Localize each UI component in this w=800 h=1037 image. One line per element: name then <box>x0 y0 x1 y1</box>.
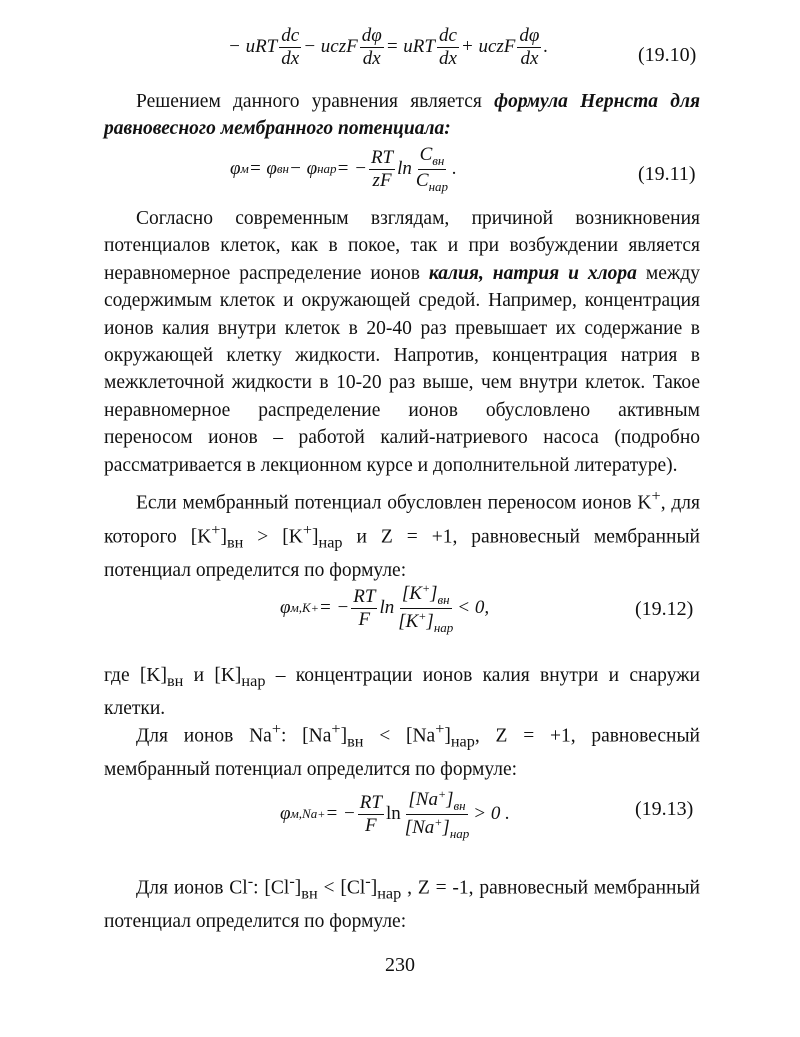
denominator: dx <box>438 47 457 69</box>
denominator: zF <box>372 169 392 191</box>
fraction <box>360 26 384 69</box>
subscript: вн <box>166 671 184 690</box>
symbol: ] <box>442 816 450 838</box>
page-number: 230 <box>385 954 415 976</box>
symbol: [Na <box>404 816 435 838</box>
denominator: dx <box>281 47 300 69</box>
superscript: + <box>317 806 326 821</box>
eq-symbol: φ <box>230 158 241 180</box>
text: ] <box>370 877 378 899</box>
subscript: нар <box>428 178 449 194</box>
ln-operator: ln <box>379 597 395 619</box>
text: ] <box>340 725 348 747</box>
superscript: + <box>418 608 427 623</box>
numerator: RT <box>370 146 394 168</box>
subscript: вн <box>276 161 289 177</box>
text: : [Na <box>281 725 332 747</box>
fraction <box>358 793 384 836</box>
equation-number: (19.13) <box>635 798 694 820</box>
denominator <box>414 170 450 194</box>
numerator: dc <box>281 25 300 46</box>
denominator <box>396 609 455 635</box>
subscript: вн <box>226 533 244 552</box>
subscript: нар <box>318 533 343 552</box>
eq-term: = − <box>318 597 350 619</box>
symbol: ] <box>426 610 434 632</box>
text: ] <box>312 526 319 548</box>
fraction <box>369 148 395 191</box>
text: – концентрации ионов калия внутри и снаружи клетки. <box>104 665 700 720</box>
paragraph-sodium <box>104 716 700 783</box>
eq-term: . <box>543 36 549 58</box>
subscript: нар <box>317 161 337 177</box>
eq-symbol: φ <box>280 597 291 619</box>
denominator: F <box>358 608 371 630</box>
equation-number: (19.10) <box>638 44 697 66</box>
subscript: нар <box>449 825 470 841</box>
text: Для ионов Cl <box>136 877 248 899</box>
text: где [K] <box>104 665 167 686</box>
text: : [Cl <box>253 877 290 899</box>
superscript: + <box>331 720 341 738</box>
subscript: вн <box>347 732 364 751</box>
ln-operator: ln <box>385 803 401 825</box>
superscript: + <box>302 520 313 539</box>
paragraph-modern-views <box>104 205 700 479</box>
subscript: м,Na <box>290 806 318 822</box>
fraction <box>396 582 455 634</box>
fraction <box>351 587 377 630</box>
denominator: dx <box>362 47 381 69</box>
superscript: + <box>421 581 431 595</box>
paragraph-potassium <box>104 483 700 584</box>
eq-term: . <box>452 158 457 180</box>
text: Если мембранный потенциал обусловлен переносом ионов K <box>136 492 652 514</box>
fraction <box>517 26 541 69</box>
text: ] <box>294 877 302 899</box>
denominator <box>403 815 472 841</box>
fraction <box>279 26 301 69</box>
paragraph-where <box>104 662 700 723</box>
denominator: dx <box>520 47 539 69</box>
eq-symbol: φ <box>280 803 291 825</box>
paragraph-nernst <box>104 88 700 143</box>
subscript: м <box>240 161 249 177</box>
eq-term: = − <box>325 803 356 825</box>
subscript: м,K <box>290 600 311 616</box>
superscript: + <box>435 720 445 738</box>
superscript: - <box>247 872 254 890</box>
superscript: + <box>211 520 221 539</box>
subscript: вн <box>437 592 450 607</box>
numerator: dφ <box>361 25 382 46</box>
superscript: - <box>289 872 295 890</box>
text: , Z = -1, равновесный мембранный потенциал определится по формуле: <box>104 877 700 932</box>
superscript: + <box>437 787 447 801</box>
denominator: F <box>365 814 377 836</box>
superscript: + <box>271 720 281 738</box>
numerator: RT <box>359 791 382 813</box>
subscript: нар <box>377 884 402 903</box>
equation-19-11 <box>100 145 720 201</box>
fraction <box>414 145 450 193</box>
eq-term: = − <box>336 158 367 180</box>
text: < [Cl <box>317 877 366 899</box>
eq-term: − φ <box>289 158 318 180</box>
eq-term: = uRT <box>385 36 435 58</box>
symbol: C <box>415 169 429 191</box>
ln-operator: ln <box>397 158 412 180</box>
superscript: + <box>310 600 319 615</box>
text: Для ионов Na <box>136 725 272 747</box>
emphasis-text: формула Нернста для равновесного мембранного потенциала: <box>104 91 700 140</box>
text: между содержимым клеток и окружающей средой. Например, концентрация ионов калия внутри клеток в 20-40 раз превышает их содержание в окружающей клетку жидкости. Напротив, концентрация натрия в межклеточной жидкости в 10-20 раз выше, чем внутри клеток. Такое неравномерное распределение ионов обусловлено активным переносом ионов – работой калий-натриевого насоса (подробно рассматривается в лекционном курсе и дополнительной литературе). <box>104 262 701 476</box>
paragraph-chlorine <box>104 868 700 935</box>
eq-term: > 0 . <box>473 803 510 825</box>
symbol: C <box>419 144 433 165</box>
equation-19-12 <box>100 582 720 642</box>
fraction <box>437 26 459 69</box>
text: , для которого [K <box>104 492 701 548</box>
emphasis-text: калия, натрия и хлора <box>428 262 637 284</box>
fraction <box>403 788 472 840</box>
numerator: dφ <box>519 25 540 46</box>
symbol: [K <box>398 610 419 632</box>
superscript: + <box>651 487 661 505</box>
text: ] <box>220 526 227 548</box>
subscript: нар <box>241 671 266 690</box>
superscript: - <box>365 872 371 890</box>
symbol: [K <box>401 583 422 604</box>
text: < [Na <box>363 725 436 747</box>
numerator <box>418 145 447 170</box>
subscript: вн <box>453 798 466 813</box>
text: ] <box>444 725 451 747</box>
text: и [K] <box>183 665 242 686</box>
symbol: ] <box>430 583 438 604</box>
numerator: RT <box>353 585 376 607</box>
text: и Z = +1, равновесный мембранный потенциал определится по формуле: <box>104 526 700 581</box>
subscript: нар <box>433 619 454 635</box>
equation-number: (19.12) <box>635 598 694 620</box>
eq-term: − uRT <box>228 36 278 58</box>
numerator <box>406 788 467 815</box>
subscript: вн <box>432 153 445 168</box>
text: Решением данного уравнения является <box>136 91 495 112</box>
eq-term: − uczF <box>303 36 358 58</box>
subscript: нар <box>450 732 475 751</box>
numerator: dc <box>438 25 457 46</box>
symbol: [Na <box>408 789 438 810</box>
symbol: ] <box>446 789 454 810</box>
text: Согласно современным взглядам, причиной возникновения потенциалов клеток, как в покое, так и при возбуждении является неравномерное распределение ионов <box>104 208 700 284</box>
subscript: вн <box>301 884 318 903</box>
numerator <box>400 582 452 609</box>
superscript: + <box>434 814 443 829</box>
text: , Z = +1, равновесный мембранный потенциал определится по формуле: <box>104 725 700 780</box>
text: > [K <box>243 526 303 548</box>
eq-term: < 0, <box>457 597 490 619</box>
equation-19-10 <box>100 26 720 82</box>
equation-19-13 <box>100 788 720 848</box>
eq-term: = φ <box>248 158 277 180</box>
eq-term: + uczF <box>460 36 516 58</box>
equation-number: (19.11) <box>638 163 696 185</box>
